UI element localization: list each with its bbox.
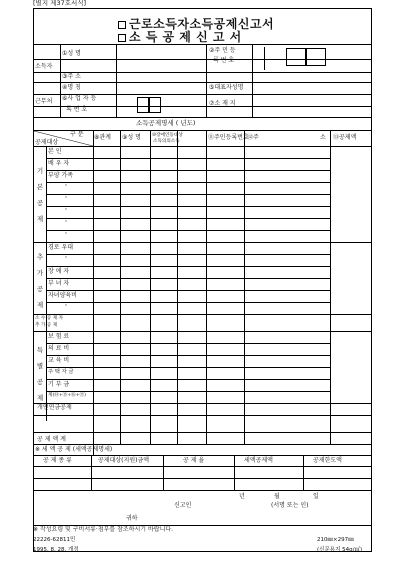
tax-credit-amount-header: 공제대상(지원)금액 (98, 457, 150, 464)
row-dependents: 부양 가족 (48, 172, 74, 179)
declarant-label: 신고인 (174, 502, 192, 509)
income-person-section: 소득자 (35, 63, 53, 70)
paper-type: (신문용지 54g/㎡) (317, 547, 363, 553)
form-label: [별지 제37호서식] (33, 0, 87, 7)
address-header: ⑫주 (247, 134, 259, 141)
row-child-care: 자녀양육비 (48, 292, 77, 299)
resident-number-header: ⑪주민등록번호 (208, 134, 249, 141)
name-label: ①성 명 (62, 50, 81, 57)
row-medical: 의 료 비 (48, 345, 70, 352)
location-label: ⑦소 재 지 (209, 100, 236, 107)
relation-header: ⑧관계 (94, 134, 111, 141)
basic-deduction-label: 기 본 공 제 (36, 167, 44, 223)
row-child-care-ditto: ″ (65, 304, 68, 311)
row-spouse: 배 우 자 (48, 160, 70, 167)
tax-credit-limit-header: 공제한도액 (313, 457, 342, 464)
total-deduction-row: 공 제 액 계 (37, 436, 66, 443)
row-elderly-ditto: ″ (65, 256, 68, 263)
month-label: 월 (274, 493, 280, 500)
business-id-label-2: 록 번 호 (66, 106, 88, 113)
row-ditto-5: ″ (65, 232, 68, 239)
tax-credit-value-header: 세액공제액 (244, 457, 273, 464)
deduction-target-header: 공제대상 (35, 139, 59, 146)
form-note: ※ 작성요령 및 구비서류·첨부를 참조하시기 바랍니다. (33, 526, 174, 533)
row-elderly: 경로 우대 (48, 244, 74, 251)
category-header: 구 분 (70, 131, 84, 138)
workplace-name-label: ④명 칭 (62, 84, 81, 91)
address-label: ③주 소 (62, 73, 81, 80)
resident-id-label-2: 록 번 호 (213, 57, 235, 64)
row-ditto-3: ″ (65, 208, 68, 215)
pension-row: 개인연금공제 (37, 404, 72, 411)
small-pension-row-1: 소 수 공 제 자 (35, 316, 64, 321)
recipient-label: 귀하 (126, 515, 138, 522)
row-ditto-2: ″ (65, 196, 68, 203)
small-pension-row-2: 추 가 공 제 (35, 323, 58, 328)
day-label: 일 (313, 493, 319, 500)
resident-id-label: ②주 민 등 (209, 47, 236, 54)
title-line-1: 근로소득자소득공제신고서 (118, 18, 274, 30)
revision-date: 1995. 8. 28. 개정 (33, 547, 79, 553)
year-label: 년 (239, 493, 245, 500)
tax-credit-title: ※ 세 액 공 제 (세액공제명세) (35, 446, 113, 453)
tax-credit-rate-header: 공 제 율 (183, 457, 205, 464)
form-code: 22226-62811민 (33, 537, 76, 543)
additional-deduction-label: 추 가 공 제 (36, 253, 44, 309)
special-deduction-label: 특 별 공 제 (36, 346, 44, 402)
row-education: 교 육 비 (48, 357, 70, 364)
statement-title: 소득공제명세 ( 년도) (136, 119, 196, 127)
title-line-2: 소 득 공 제 신 고 서 (118, 31, 242, 43)
form-frame (33, 8, 372, 552)
row-self: 본 인 (48, 148, 62, 155)
row-special-total: 계(⑭+⑮+⑯+⑰) (48, 393, 86, 398)
row-ditto-4: ″ (65, 220, 68, 227)
workplace-section: 근무처 (35, 98, 53, 105)
row-disabled: 장 애 자 (48, 268, 70, 275)
signature-label: (서명 또는 인) (271, 502, 309, 509)
address-header-2: 소 (320, 134, 326, 141)
name-header: ⑨성 명 (122, 134, 141, 141)
disabled-header: ⑩장애인등대상 (152, 133, 183, 138)
disabled-header-2: 소득의의소득 (153, 139, 180, 144)
paper-size: 210㎜×297㎜ (317, 537, 354, 543)
row-donation: 기 부 금 (48, 381, 70, 388)
business-id-label: ⑥사 업 자 등 (62, 95, 97, 102)
row-ditto-1: ″ (65, 184, 68, 191)
representative-label: ⑤대표자성명 (209, 84, 244, 91)
row-insurance: 보 험 료 (48, 333, 70, 340)
row-woman: 부 녀 자 (48, 280, 70, 287)
row-housing: 주 택 자 금 (48, 369, 74, 375)
deduction-amount-header: ⑬공제액 (333, 134, 357, 141)
tax-credit-type-header: 공 제 종 류 (43, 457, 72, 464)
